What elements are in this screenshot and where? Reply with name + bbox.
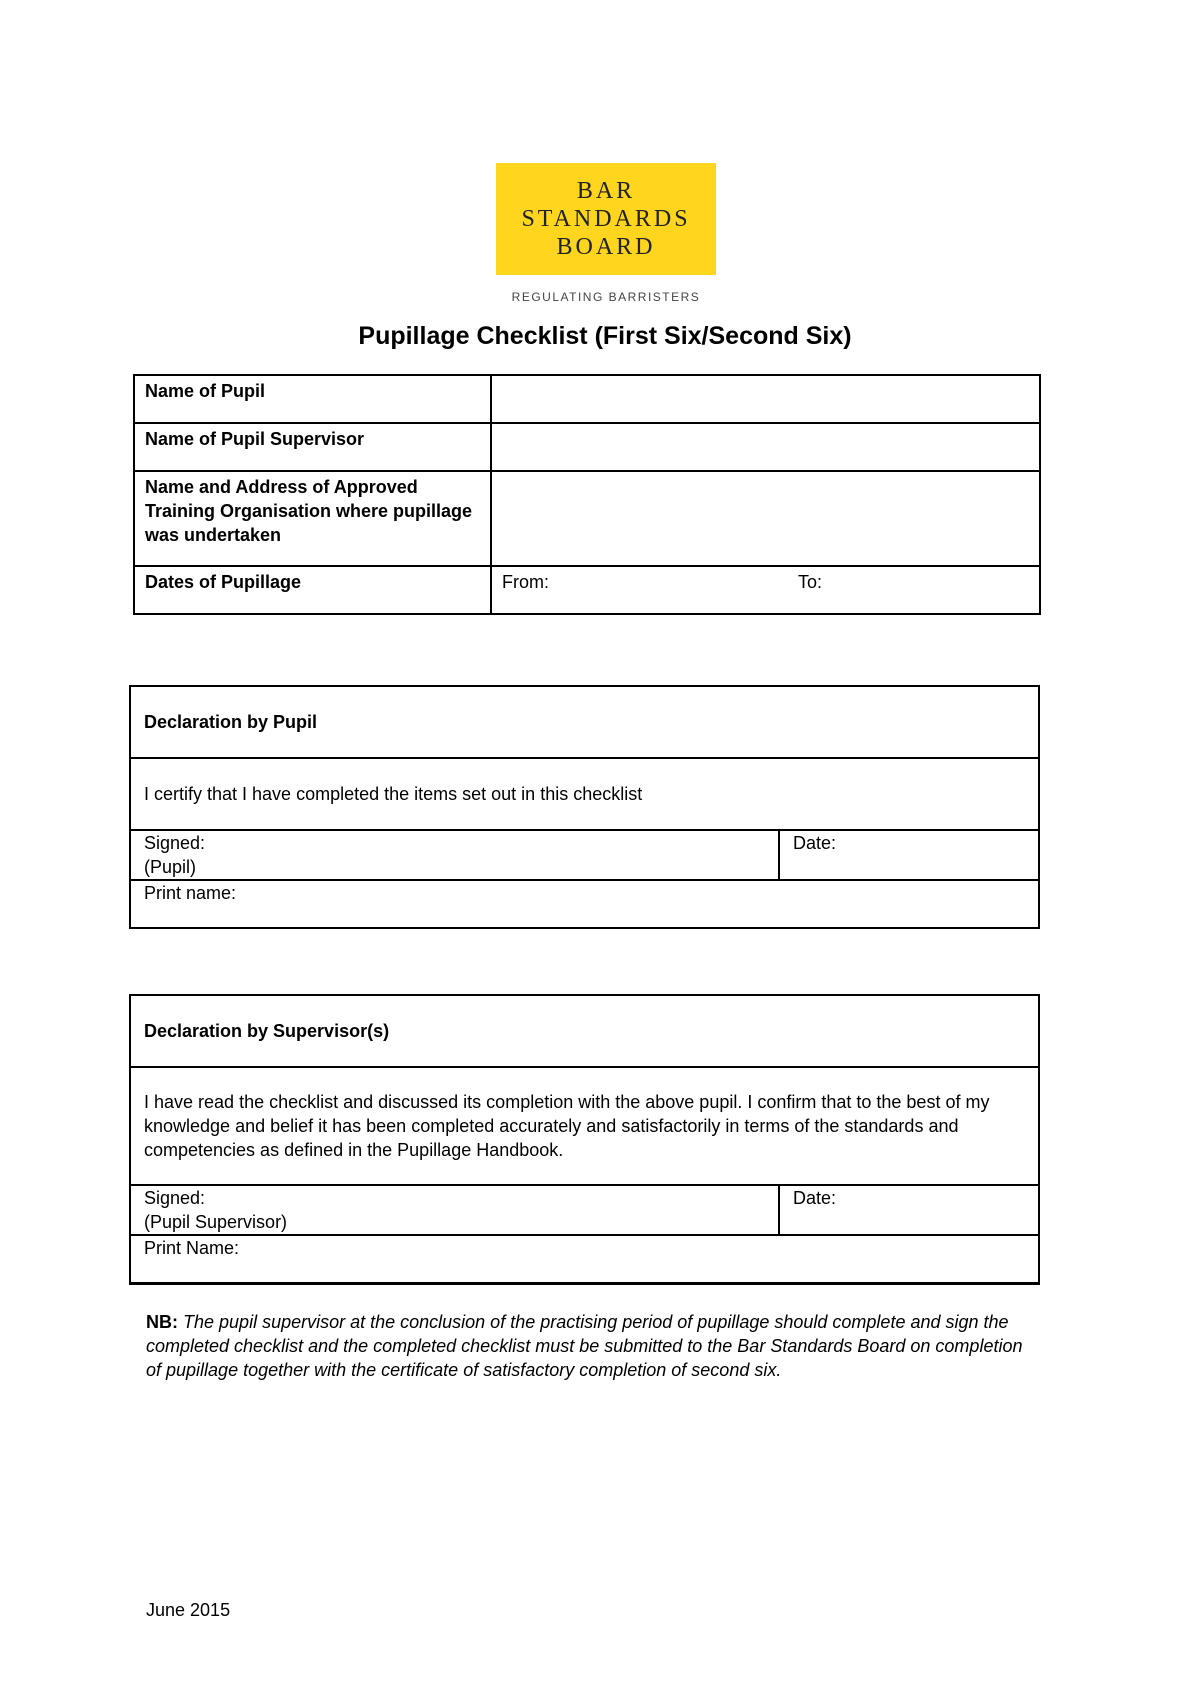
footer-date: June 2015: [146, 1600, 231, 1620]
pupil-name-field[interactable]: [491, 375, 1040, 423]
pupil-date-field[interactable]: [779, 830, 1039, 880]
pupil-print-name-field[interactable]: [130, 880, 1039, 928]
pupil-signature-field[interactable]: [130, 830, 779, 880]
ato-row: [134, 471, 1040, 566]
from-label: From:: [502, 572, 549, 592]
pupil-signed-role: (Pupil): [144, 857, 197, 877]
supervisor-declaration-table: [129, 994, 1040, 1285]
dates-field[interactable]: [491, 566, 1040, 614]
supervisor-declaration-heading: Declaration by Supervisor(s): [130, 995, 1039, 1067]
to-label: To:: [798, 572, 823, 592]
supervisor-name-field[interactable]: [491, 423, 1040, 471]
pupil-signed-label: Signed:: [144, 833, 206, 853]
supervisor-signed-label: Signed:: [144, 1188, 206, 1208]
nb-text: The pupil supervisor at the conclusion of the practising period of pupillage should complete and sign the completed checklist and the completed checklist must be submitted to the Bar Standards Board on completion of pupillage together with the certificate of satisfactory completion of second six.: [146, 1312, 1023, 1380]
pupil-date-label: Date:: [793, 833, 837, 853]
ato-label: Name and Address of Approved Training Organisation where pupillage was undertaken: [134, 471, 491, 566]
nb-label: NB:: [146, 1312, 178, 1332]
page-title: Pupillage Checklist (First Six/Second Six): [358, 322, 852, 350]
dates-label: Dates of Pupillage: [134, 566, 491, 614]
pupil-name-label: Name of Pupil: [134, 375, 491, 423]
supervisor-name-label: Name of Pupil Supervisor: [134, 423, 491, 471]
dates-row: [134, 566, 1040, 614]
pupil-declaration-heading: Declaration by Pupil: [130, 686, 1039, 758]
pupil-details-table: [133, 374, 1041, 615]
supervisor-date-field[interactable]: [779, 1185, 1039, 1235]
supervisor-date-label: Date:: [793, 1188, 837, 1208]
ato-field[interactable]: [491, 471, 1040, 566]
pupil-print-name-label: Print name:: [144, 883, 237, 903]
nb-note: [146, 1310, 1026, 1382]
supervisor-name-row: [134, 423, 1040, 471]
supervisor-signed-role: (Pupil Supervisor): [144, 1212, 288, 1232]
supervisor-signature-field[interactable]: [130, 1185, 779, 1235]
logo-line-standards: STANDARDS: [521, 206, 691, 232]
supervisor-declaration-statement: I have read the checklist and discussed its completion with the above pupil. I confirm that to the best of my knowledge and belief it has been completed accurately and satisfactorily in terms of the standards and competencies as defined in the Pupillage Handbook.: [130, 1067, 1039, 1185]
supervisor-print-name-field[interactable]: [130, 1235, 1039, 1284]
pupil-name-row: [134, 375, 1040, 423]
pupil-declaration-statement: I certify that I have completed the items set out in this checklist: [130, 758, 1039, 830]
pupil-declaration-table: [129, 685, 1040, 929]
bsb-logo: [496, 163, 716, 275]
supervisor-print-name-label: Print Name:: [144, 1238, 240, 1258]
logo-line-bar: BAR: [576, 178, 636, 204]
logo-line-board: BOARD: [556, 234, 656, 260]
logo-tagline: REGULATING BARRISTERS: [511, 290, 701, 301]
